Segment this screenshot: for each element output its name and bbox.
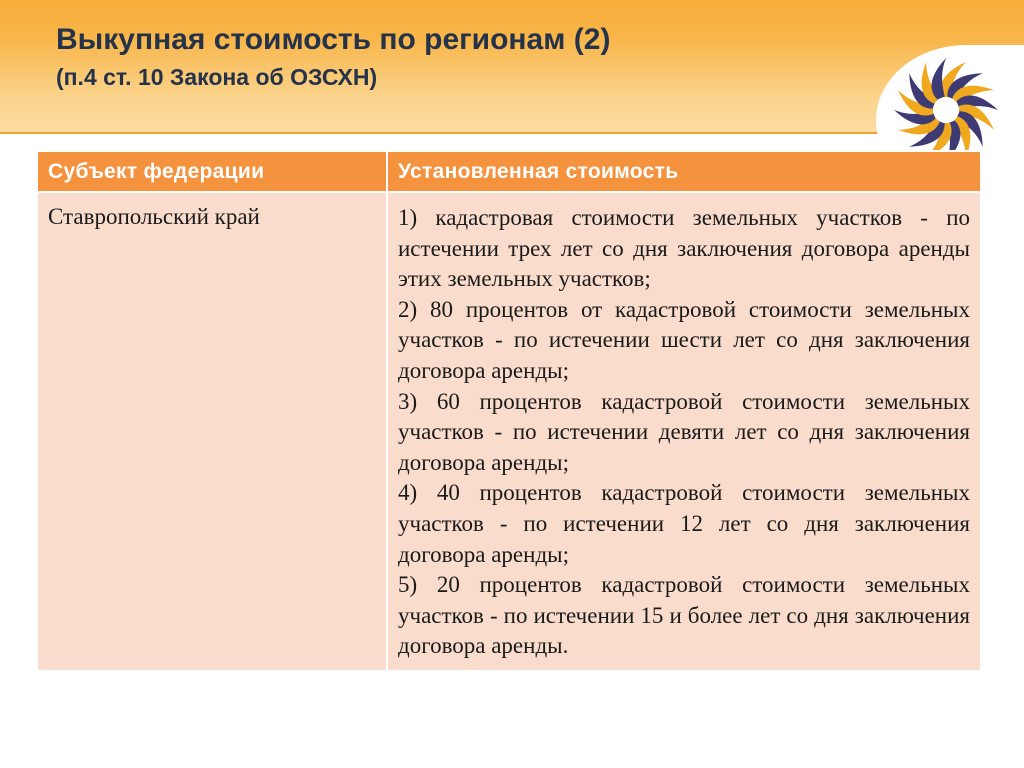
redemption-price-table (36, 150, 982, 672)
term-item-3: 3) 60 процентов кадастровой стоимости земельных участков - по истечении девяти лет со дня заключения договора аренды; (398, 388, 970, 475)
term-item-2: 2) 80 процентов от кадастровой стоимости земельных участков - по истечении шести лет со дня заключения договора аренды; (398, 296, 970, 383)
term-item-5: 5) 20 процентов кадастровой стоимости земельных участков - по истечении 15 и более лет со дня заключения договора аренды. (398, 572, 970, 659)
table-row (37, 192, 981, 671)
column-header-subject: Субъект федерации (37, 151, 387, 192)
slide-title: Выкупная стоимость по регионам (2) (56, 23, 611, 56)
sun-swirl-icon (894, 58, 998, 162)
term-item-1: 1) кадастровая стоимости земельных участков - по истечении трех лет со дня заключения договора аренды этих земельных участков; (398, 205, 970, 292)
slide-subtitle: (п.4 ст. 10 Закона об ОЗСХН) (56, 64, 378, 90)
column-header-price: Установленная стоимость (387, 151, 981, 192)
table-header-row (37, 151, 981, 192)
header-divider (0, 132, 1024, 134)
term-item-4: 4) 40 процентов кадастровой стоимости земельных участков - по истечении 12 лет со дня заключения договора аренды; (398, 480, 970, 567)
cell-subject: Ставропольский край (37, 192, 387, 671)
cell-terms (387, 192, 981, 671)
